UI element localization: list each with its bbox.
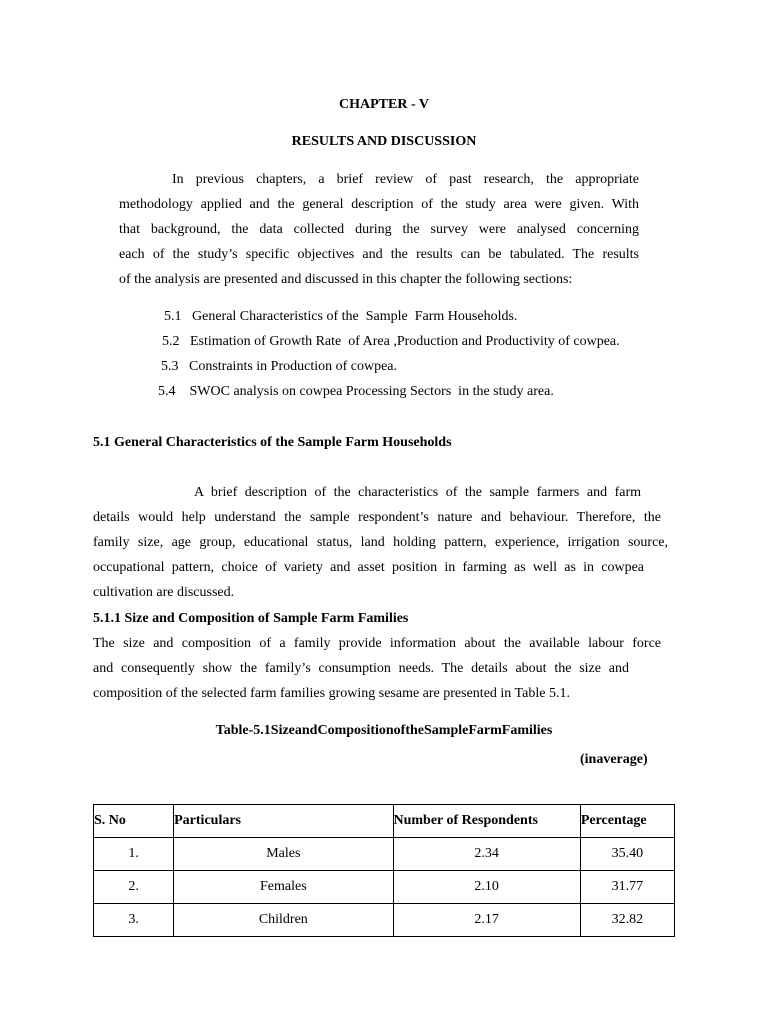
list-item: 5.3 Constraints in Production of cowpea. — [161, 359, 398, 374]
chapter-title: CHAPTER - V — [339, 97, 429, 112]
column-header: Particulars — [174, 805, 393, 838]
para-line: and consequently show the family’s consumption needs. The details about the size and — [93, 661, 629, 676]
list-item: 5.1 General Characteristics of the Sample Farm Households. — [164, 309, 518, 324]
para-line: The size and composition of a family provide information about the available labour force — [93, 636, 661, 651]
intro-line: each of the study’s specific objectives and the results can be tabulated. The results — [119, 247, 639, 262]
intro-line: In previous chapters, a brief review of past research, the appropriate — [172, 172, 639, 187]
intro-line: of the analysis are presented and discussed in this chapter the following sections: — [119, 272, 573, 287]
table-cell: 2.17 — [393, 904, 580, 937]
table-caption: Table-5.1SizeandCompositionoftheSampleFarmFamilies — [215, 723, 553, 738]
section-title: RESULTS AND DISCUSSION — [291, 134, 477, 149]
table-cell: 35.40 — [580, 838, 674, 871]
table-cell: 2.34 — [393, 838, 580, 871]
intro-line: that background, the data collected during the survey were analysed concerning — [119, 222, 639, 237]
table-cell: 2.10 — [393, 871, 580, 904]
table-header-row — [94, 805, 675, 838]
table-row — [94, 904, 675, 937]
table-row — [94, 871, 675, 904]
column-header: Number of Respondents — [393, 805, 580, 838]
table-cell: Females — [174, 871, 393, 904]
table-cell: Children — [174, 904, 393, 937]
table-unit-note: (inaverage) — [580, 752, 648, 767]
para-line: A brief description of the characteristics of the sample farmers and farm — [194, 485, 641, 500]
list-item: 5.4 SWOC analysis on cowpea Processing Sectors in the study area. — [158, 384, 554, 399]
table-cell: 2. — [94, 871, 174, 904]
heading-5-1-1: 5.1.1 Size and Composition of Sample Farm Families — [93, 611, 409, 626]
table-cell: 31.77 — [580, 871, 674, 904]
table-cell: 32.82 — [580, 904, 674, 937]
intro-line: methodology applied and the general description of the study area were given. With — [119, 197, 639, 212]
data-table — [93, 804, 675, 937]
column-header: S. No — [94, 805, 174, 838]
list-item: 5.2 Estimation of Growth Rate of Area ,Production and Productivity of cowpea. — [162, 334, 620, 349]
para-line: details would help understand the sample respondent’s nature and behaviour. Therefore, the — [93, 510, 661, 525]
table-cell: 1. — [94, 838, 174, 871]
table-row — [94, 838, 675, 871]
column-header: Percentage — [580, 805, 674, 838]
table-cell: Males — [174, 838, 393, 871]
para-line: composition of the selected farm families growing sesame are presented in Table 5.1. — [93, 686, 570, 701]
heading-5-1: 5.1 General Characteristics of the Sample Farm Households — [93, 435, 452, 450]
para-line: family size, age group, educational status, land holding pattern, experience, irrigation source, — [93, 535, 668, 550]
table-cell: 3. — [94, 904, 174, 937]
para-line: occupational pattern, choice of variety and asset position in farming as well as in cowpea — [93, 560, 644, 575]
para-line: cultivation are discussed. — [93, 585, 235, 600]
